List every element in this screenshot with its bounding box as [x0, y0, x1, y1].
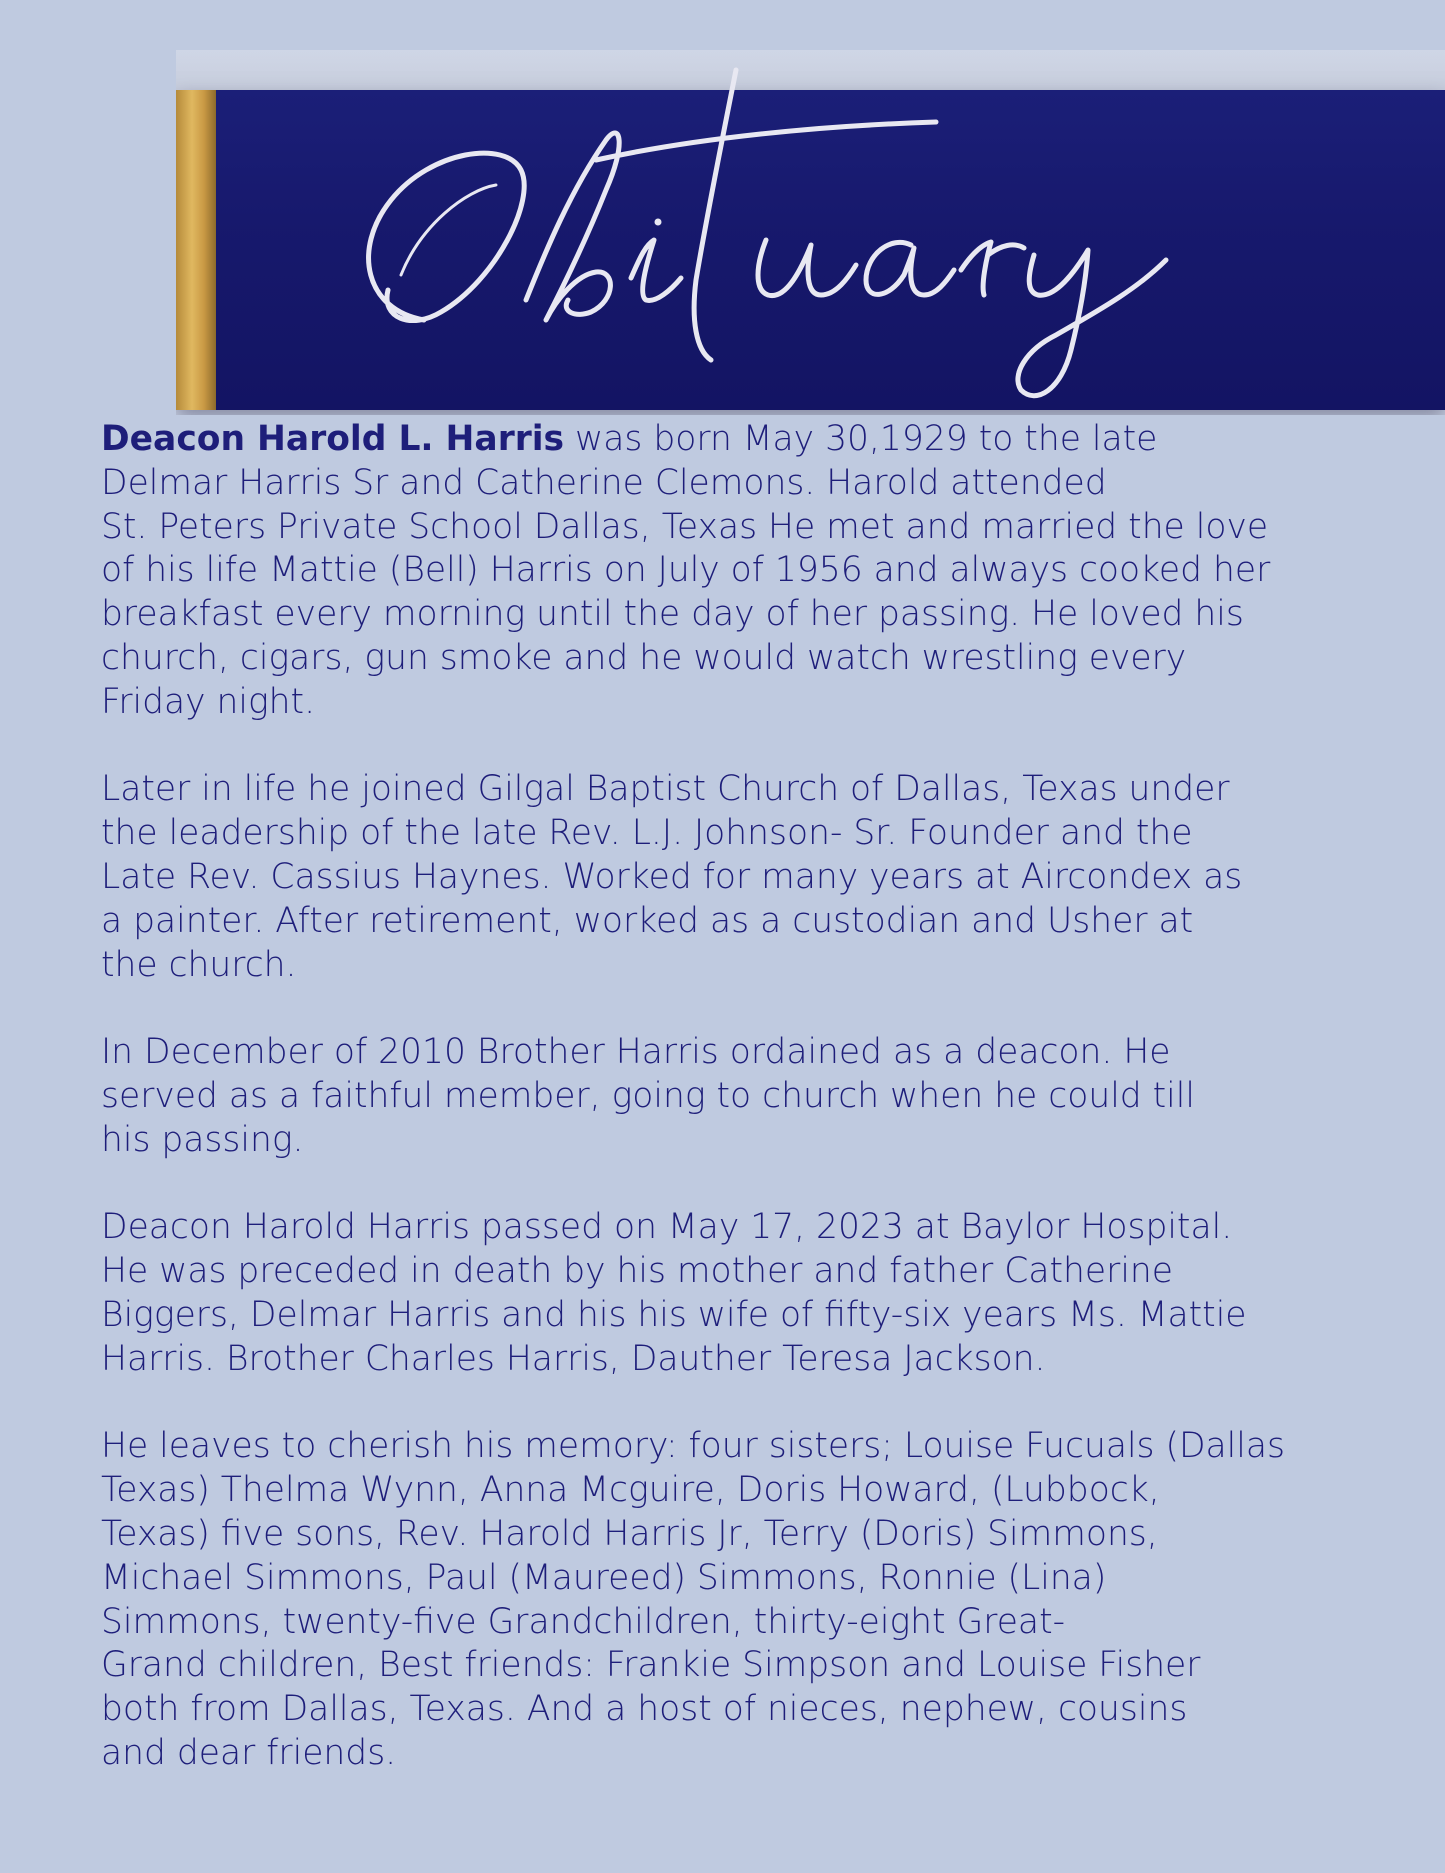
obituary-paragraph-5: He leaves to cherish his memory: four sisters; Louise Fucuals (Dallas Texas) Thelma Wynn, Anna Mcguire, Doris Howard, (Lubbock, Texas) five sons, Rev. Harold Harris Jr, Terry (Doris) Simmons, Michael Simmons, Paul (Maureed) Simmons, Ronnie (Lina) Simmons, twenty-five Grandchildren, thirty-eight Great- Grand children, Best friends: Frankie Simpson and Louise Fisher both from Dallas, Texas. And a host of nieces, nephew, cousins and dear friends.: [101, 1426, 1285, 1773]
obituary-banner: [176, 50, 1445, 415]
obituary-paragraph-3: In December of 2010 Brother Harris ordained as a deacon. He served as a faithful member, going to church when he could till his passing.: [101, 1032, 1195, 1160]
paragraph-text: was born May 30,1929 to the late Delmar Harris Sr and Catherine Clemons. Harold attended St. Peters Private School Dallas, Texas He met and married the love of his life Mattie (Bell) Harris on July of 1956 and always cooked her breakfast every morning until the day of her passing. He loved his church, cigars, gun smoke and he would watch wrestling every Friday night.: [101, 419, 1271, 722]
obituary-script-title: [176, 50, 1445, 415]
obituary-paragraph-2: Later in life he joined Gilgal Baptist Church of Dallas, Texas under the leadership of the late Rev. L.J. Johnson- Sr. Founder and the Late Rev. Cassius Haynes. Worked for many years at Aircondex as a painter. After retirement, worked as a custodian and Usher at the church.: [101, 769, 1243, 985]
obituary-body: [101, 418, 1351, 1820]
obituary-paragraph-4: Deacon Harold Harris passed on May 17, 2023 at Baylor Hospital. He was preceded in death by his mother and father Catherine Biggers, Delmar Harris and his his wife of fifty-six years Ms. Mattie Harris. Brother Charles Harris, Dauther Teresa Jackson.: [101, 1207, 1247, 1379]
deceased-name: Deacon Harold L. Harris: [101, 419, 565, 459]
obituary-paragraph-1: [101, 418, 1351, 725]
